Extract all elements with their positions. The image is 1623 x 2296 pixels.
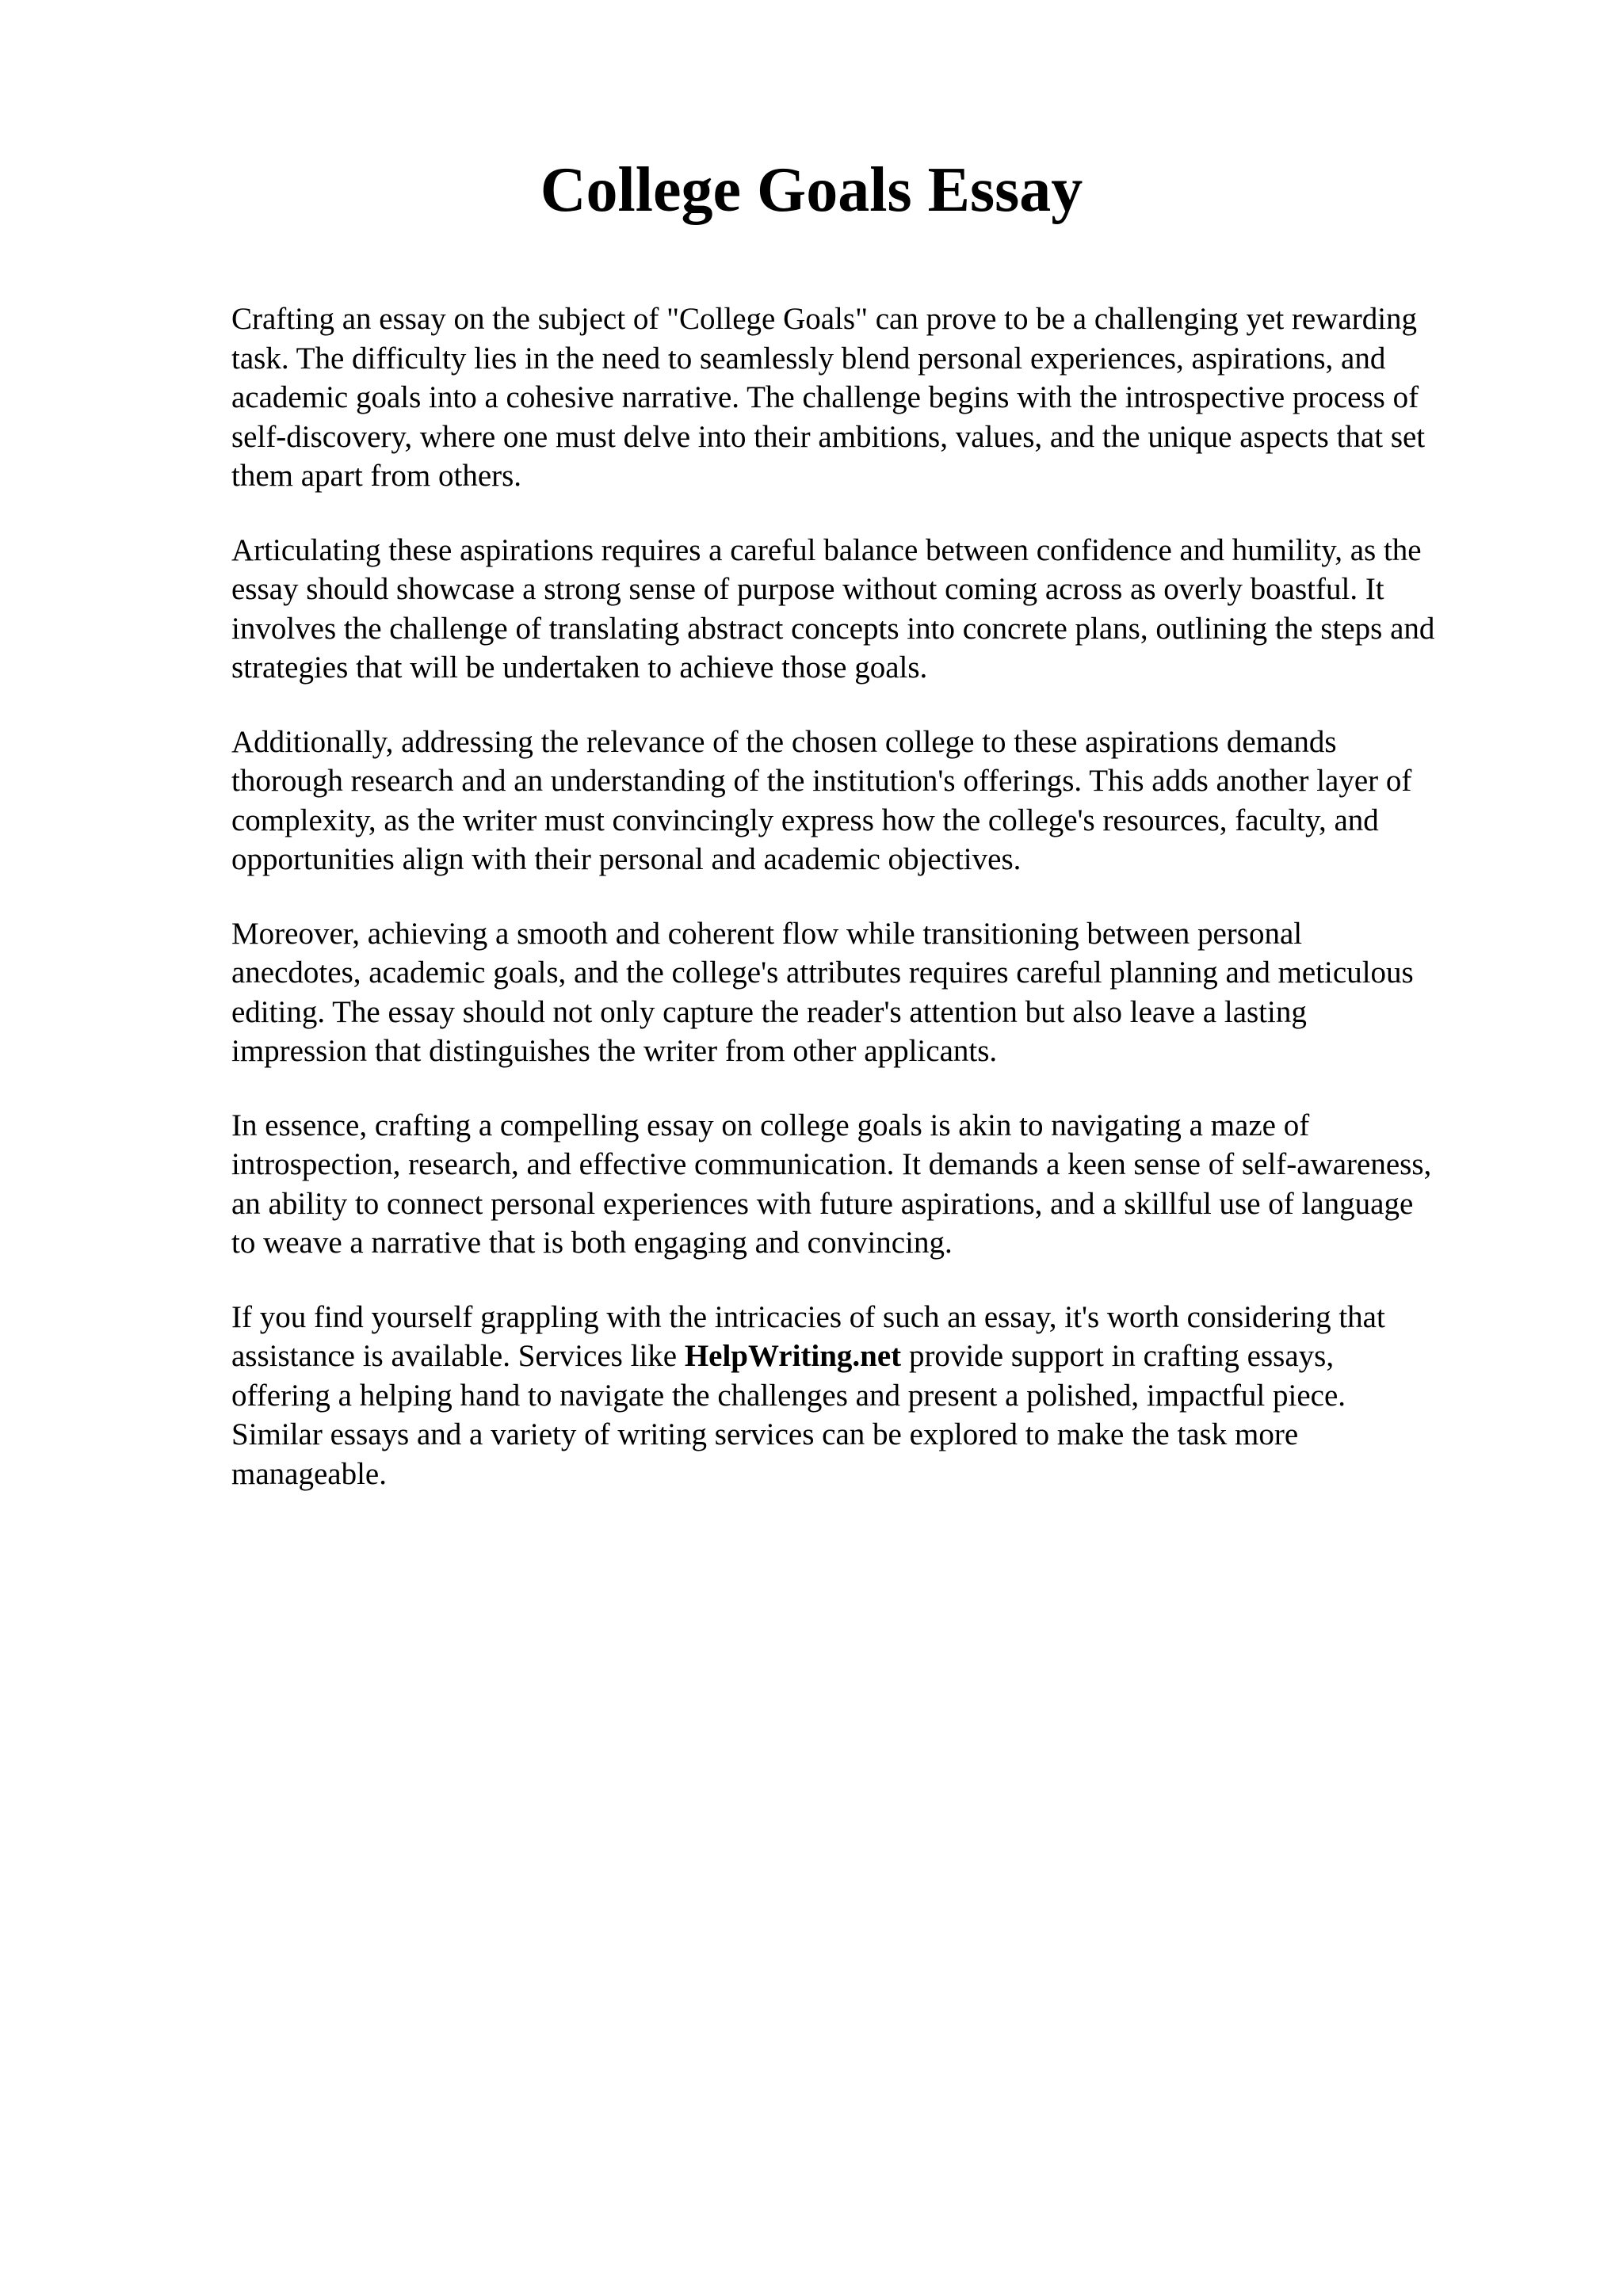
text-line: an ability to connect personal experiences with future aspirations, and a skillful use of language [231,1186,1414,1221]
paragraph-4 [231,914,1515,1071]
text-fragment: provide support in crafting essays, [901,1339,1335,1373]
paragraph-3 [231,723,1515,879]
text-line: complexity, as the writer must convincingly express how the college's resources, faculty, and [231,803,1379,837]
text-line: thorough research and an understanding of the institution's offerings. This adds another layer of [231,764,1412,798]
text-line: anecdotes, academic goals, and the college's attributes requires careful planning and meticulous [231,955,1414,990]
text-line: introspection, research, and effective communication. It demands a keen sense of self-awareness, [231,1147,1432,1181]
text-line: task. The difficulty lies in the need to seamlessly blend personal experiences, aspirations, and [231,341,1386,376]
text-line: Additionally, addressing the relevance of the chosen college to these aspirations demands [231,724,1337,759]
page-title: College Goals Essay [540,155,1083,225]
paragraph-2 [231,531,1515,688]
text-line: academic goals into a cohesive narrative. The challenge begins with the introspective process of [231,380,1419,414]
text-line: opportunities align with their personal and academic objectives. [231,842,1022,876]
text-line: manageable. [231,1456,387,1491]
text-line: self-discovery, where one must delve into their ambitions, values, and the unique aspects that set [231,419,1426,454]
text-line: impression that distinguishes the writer from other applicants. [231,1034,998,1068]
text-line: In essence, crafting a compelling essay on college goals is akin to navigating a maze of [231,1108,1310,1142]
text-line [231,1337,1515,1376]
paragraph-1 [231,299,1515,496]
text-line: them apart from others. [231,459,522,493]
essay-body [231,299,1515,1528]
text-line: editing. The essay should not only capture the reader's attention but also leave a lasting [231,994,1307,1029]
text-line: Similar essays and a variety of writing services can be explored to make the task more [231,1417,1299,1451]
brand-name-link[interactable]: HelpWriting.net [684,1339,902,1373]
text-line: Articulating these aspirations requires a careful balance between confidence and humility, as the [231,532,1422,567]
text-fragment: assistance is available. Services like [231,1339,685,1373]
text-line: essay should showcase a strong sense of purpose without coming across as overly boastful. It [231,572,1384,606]
paragraph-6 [231,1298,1515,1494]
paragraph-5 [231,1106,1515,1263]
text-line: Crafting an essay on the subject of "College Goals" can prove to be a challenging yet rewarding [231,302,1418,336]
text-line: offering a helping hand to navigate the challenges and present a polished, impactful piece. [231,1378,1346,1413]
text-line: to weave a narrative that is both engaging and convincing. [231,1226,953,1260]
text-line: Moreover, achieving a smooth and coherent flow while transitioning between personal [231,916,1303,951]
text-line: If you find yourself grappling with the intricacies of such an essay, it's worth considering that [231,1299,1385,1334]
text-line: strategies that will be undertaken to achieve those goals. [231,650,928,685]
text-line: involves the challenge of translating abstract concepts into concrete plans, outlining the steps and [231,611,1435,646]
